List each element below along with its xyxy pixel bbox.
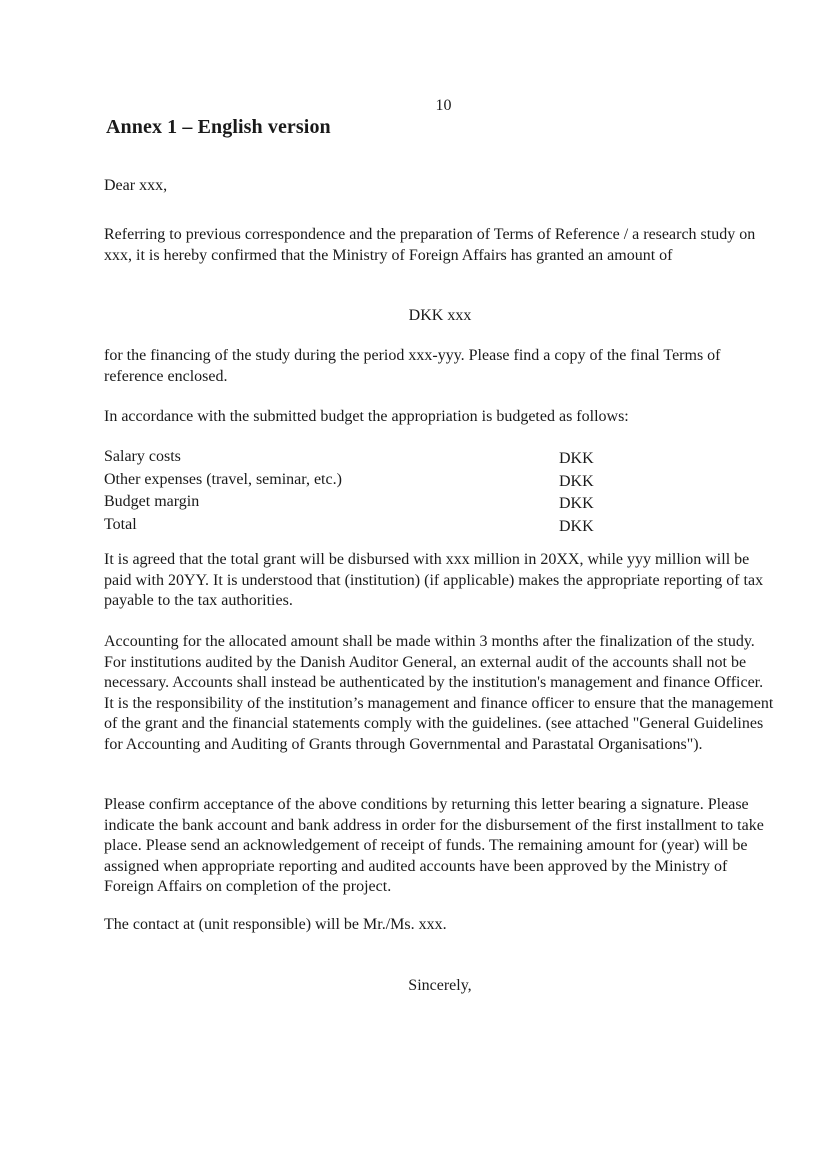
contact-line: The contact at (unit responsible) will be Mr./Ms. xxx. — [104, 916, 447, 933]
budget-table — [104, 447, 624, 537]
budget-currency: DKK — [559, 472, 594, 490]
budget-row — [104, 515, 624, 538]
budget-row — [104, 492, 624, 515]
budget-row — [104, 470, 624, 493]
disbursement-paragraph: It is agreed that the total grant will be disbursed with xxx million in 20XX, while yyy million will be paid with 20YY. It is understood that (institution) (if applicable) makes the appropriate reporting of tax payable to the tax authorities. — [104, 551, 764, 609]
intro-paragraph: Referring to previous correspondence and the preparation of Terms of Reference / a research study on xxx, it is hereby confirmed that the Ministry of Foreign Affairs has granted an amount of — [104, 226, 756, 264]
budget-intro: In accordance with the submitted budget the appropriation is budgeted as follows: — [104, 408, 629, 425]
confirmation-paragraph: Please confirm acceptance of the above conditions by returning this letter bearing a signature. Please indicate the bank account and bank address in order for the disbursement of the first installment to take place. Please send an acknowledgement of receipt of funds. The remaining amount for (year) will be assigned when appropriate reporting and audited accounts have been approved by the Ministry of Foreign Affairs on completion of the project. — [104, 796, 764, 895]
budget-label: Budget margin — [104, 493, 200, 510]
closing: Sincerely, — [408, 977, 472, 994]
budget-label: Salary costs — [104, 448, 181, 465]
budget-label: Other expenses (travel, seminar, etc.) — [104, 470, 342, 488]
budget-currency: DKK — [559, 517, 594, 535]
page-number: 10 — [435, 97, 452, 114]
budget-row — [104, 447, 624, 470]
budget-label: Total — [104, 515, 137, 533]
accounting-paragraph: Accounting for the allocated amount shall be made within 3 months after the finalization of the study. For institutions audited by the Danish Auditor General, an external audit of the accounts shall not be necessary. Accounts shall instead be authenticated by the institution's management and finance Officer. It is the responsibility of the institution’s management and finance officer to ensure that the management of the grant and the financial statements comply with the guidelines. (see attached "General Guidelines for Accounting and Auditing of Grants through Governmental and Parastatal Organisations"). — [104, 633, 774, 753]
salutation: Dear xxx, — [104, 177, 168, 194]
budget-currency: DKK — [559, 495, 594, 512]
granted-amount: DKK xxx — [408, 307, 472, 324]
annex-title: Annex 1 – English version — [106, 116, 331, 138]
budget-currency: DKK — [559, 450, 594, 467]
financing-paragraph: for the financing of the study during the period xxx-yyy. Please find a copy of the final Terms of reference enclosed. — [104, 347, 721, 385]
